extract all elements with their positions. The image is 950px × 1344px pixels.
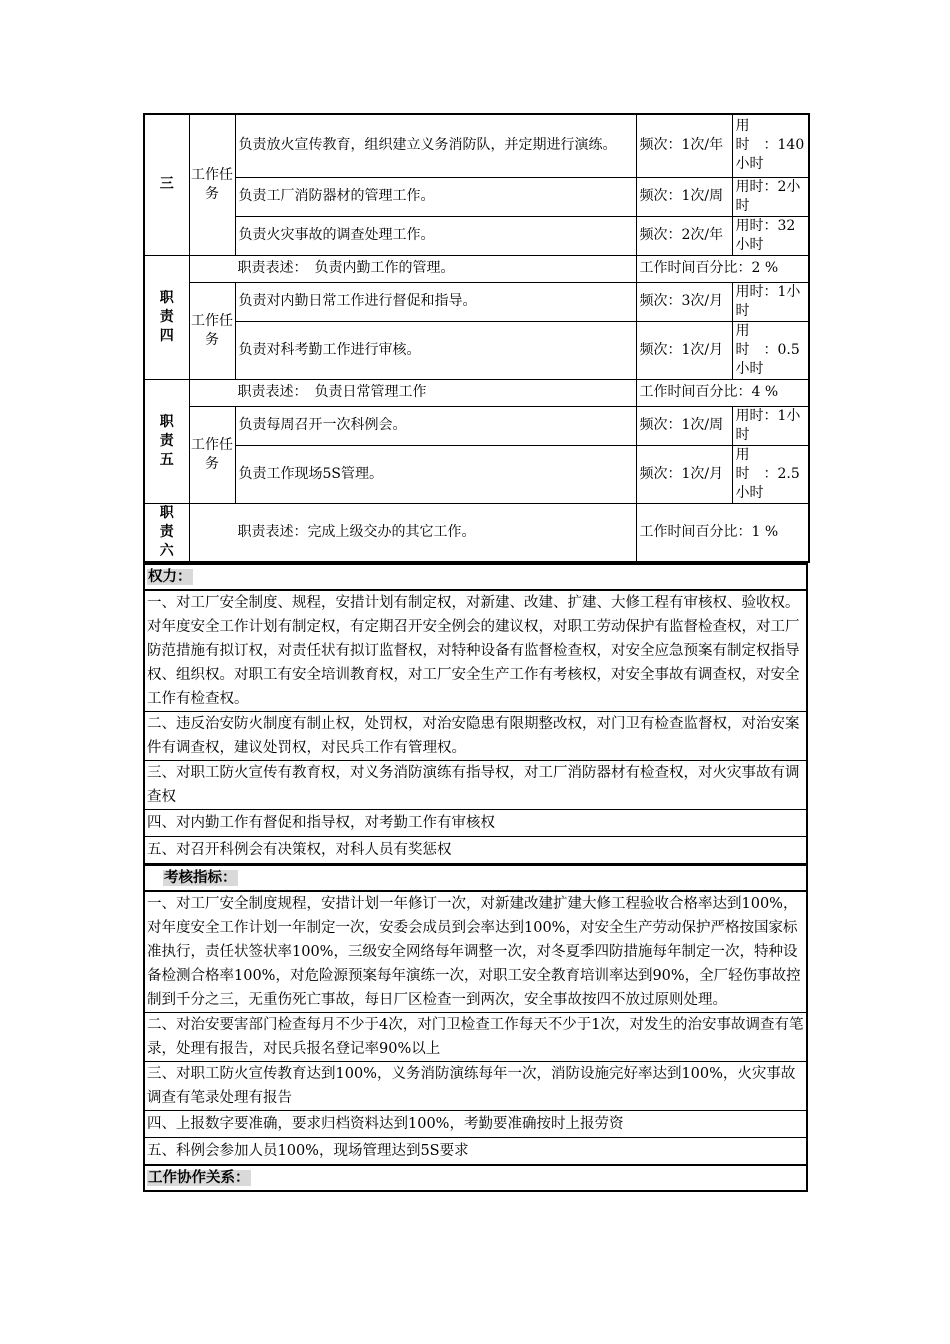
authority-header-row: [144, 564, 807, 590]
authority-section: [143, 563, 808, 864]
duty-4-task-1: 负责对内勤日常工作进行督促和指导。: [235, 282, 636, 321]
duty-4-task-1-time: 用时：1小时: [732, 282, 809, 321]
duty-5-task-row: [144, 445, 809, 503]
duty-5-task-1-time: 用时：1小时: [732, 406, 809, 445]
assessment-header-row: [144, 865, 807, 891]
duty-5-task-2-time: 用 时 ：2.5小时: [732, 445, 809, 503]
assessment-item-1: 一、对工厂安全制度规程，安措计划一年修订一次，对新建改建扩建大修工程验收合格率达到100%，对年度安全工作计划一年制定一次，安委会成员到会率达到100%，对安全生产劳动保护严格按国家标准执行，责任状签状率100%，三级安全网络每年调整一次，对冬夏季四防措施每年制定一次，特种设备检测合格率100%，对危险源预案每年演练一次，对职工安全教育培训率达到90%，全厂轻伤事故控制到千分之三，无重伤死亡事故，每日厂区检查一到两次，安全事故按四不放过原则处理。: [144, 891, 807, 1013]
duty-5-percent: 工作时间百分比：4 %: [636, 379, 809, 406]
duty-3-task-label: 工作任务: [189, 114, 235, 255]
duty-4-number: 职责四: [144, 255, 189, 379]
authority-item-4: 四、对内勤工作有督促和指导权，对考勤工作有审核权: [144, 809, 807, 836]
duty-3-task-3: 负责火灾事故的调查处理工作。: [235, 216, 636, 255]
authority-title: 权力：: [148, 568, 192, 585]
duty-4-task-2-frequency: 频次：1次/月: [636, 321, 732, 379]
authority-item-row: [144, 590, 807, 712]
duty-4-percent: 工作时间百分比：2 %: [636, 255, 809, 282]
duty-5-statement-row: [144, 379, 809, 406]
duty-4-task-1-frequency: 频次：3次/月: [636, 282, 732, 321]
duty-6-statement: 职责表述：完成上级交办的其它工作。: [189, 503, 636, 562]
duty-3-task-2-time: 用时：2小时: [732, 177, 809, 216]
duty-5-task-1-frequency: 频次：1次/周: [636, 406, 732, 445]
duty-5-task-1: 负责每周召开一次科例会。: [235, 406, 636, 445]
authority-item-5: 五、对召开科例会有决策权，对科人员有奖惩权: [144, 836, 807, 863]
assessment-item-3: 三、对职工防火宣传教育达到100%，义务消防演练每年一次，消防设施完好率达到100%，火灾事故调查有笔录处理有报告: [144, 1061, 807, 1110]
assessment-item-row: [144, 1061, 807, 1110]
assessment-item-row: [144, 891, 807, 1013]
document-page: [143, 113, 808, 1192]
authority-item-row: [144, 809, 807, 836]
duty-3-task-2-frequency: 频次：1次/周: [636, 177, 732, 216]
cooperation-header-row: [144, 1165, 807, 1191]
duty-4-task-label: 工作任务: [189, 282, 235, 379]
authority-item-row: [144, 760, 807, 809]
assessment-item-row: [144, 1137, 807, 1165]
duty-5-task-row: [144, 406, 809, 445]
duty-3-task-row: [144, 216, 809, 255]
duty-6-percent: 工作时间百分比：1 %: [636, 503, 809, 562]
duty-3-task-row: [144, 114, 809, 177]
duty-4-task-2: 负责对科考勤工作进行审核。: [235, 321, 636, 379]
duty-4-task-row: [144, 282, 809, 321]
duty-4-statement: 职责表述： 负责内勤工作的管理。: [189, 255, 636, 282]
authority-item-row: [144, 711, 807, 760]
assessment-title: 考核指标：: [164, 869, 237, 886]
duty-3-task-3-time: 用时：32小时: [732, 216, 809, 255]
duty-3-task-1-frequency: 频次：1次/年: [636, 114, 732, 177]
assessment-section: [143, 864, 808, 1192]
duty-5-task-2-frequency: 频次：1次/月: [636, 445, 732, 503]
authority-item-2: 二、违反治安防火制度有制止权，处罚权，对治安隐患有限期整改权，对门卫有检查监督权，对治安案件有调查权，建议处罚权，对民兵工作有管理权。: [144, 711, 807, 760]
duty-4-task-2-time: 用 时 ：0.5小时: [732, 321, 809, 379]
duty-3-task-1-time: 用 时 ：140小时: [732, 114, 809, 177]
authority-item-1: 一、对工厂安全制度、规程，安措计划有制定权，对新建、改建、扩建、大修工程有审核权、验收权。 对年度安全工作计划有制定权，有定期召开安全例会的建议权，对职工劳动保护有监督检查权，对工厂防范措施有拟订权，对责任状有拟订监督权，对特种设备有监督检查权，对安全应急预案有制定权指导权、组织权。对职工有安全培训教育权，对工厂安全生产工作有考核权，对安全事故有调查权，对安全工作有检查权。: [144, 590, 807, 712]
duty-5-statement: 职责表述： 负责日常管理工作: [189, 379, 636, 406]
duty-5-task-2: 负责工作现场5S管理。: [235, 445, 636, 503]
duty-3-task-1: 负责放火宣传教育，组织建立义务消防队，并定期进行演练。: [235, 114, 636, 177]
authority-item-3: 三、对职工防火宣传有教育权，对义务消防演练有指导权，对工厂消防器材有检查权，对火灾事故有调查权: [144, 760, 807, 809]
assessment-item-5: 五、科例会参加人员100%，现场管理达到5S要求: [144, 1137, 807, 1165]
duty-6-number: 职责六: [144, 503, 189, 562]
duty-5-number: 职责五: [144, 379, 189, 503]
assessment-item-row: [144, 1012, 807, 1061]
duty-3-task-3-frequency: 频次：2次/年: [636, 216, 732, 255]
duty-4-statement-row: [144, 255, 809, 282]
duty-5-task-label: 工作任务: [189, 406, 235, 503]
duty-3-task-row: [144, 177, 809, 216]
duty-6-statement-row: [144, 503, 809, 562]
assessment-item-2: 二、对治安要害部门检查每月不少于4次，对门卫检查工作每天不少于1次，对发生的治安事故调查有笔录，处理有报告，对民兵报名登记率90%以上: [144, 1012, 807, 1061]
assessment-item-row: [144, 1110, 807, 1137]
assessment-item-4: 四、上报数字要准确，要求归档资料达到100%，考勤要准确按时上报劳资: [144, 1110, 807, 1137]
duty-4-task-row: [144, 321, 809, 379]
authority-item-row: [144, 836, 807, 863]
duties-table: [143, 113, 810, 563]
cooperation-title: 工作协作关系：: [148, 1169, 250, 1186]
duty-3-number: 三: [144, 114, 189, 255]
duty-3-task-2: 负责工厂消防器材的管理工作。: [235, 177, 636, 216]
